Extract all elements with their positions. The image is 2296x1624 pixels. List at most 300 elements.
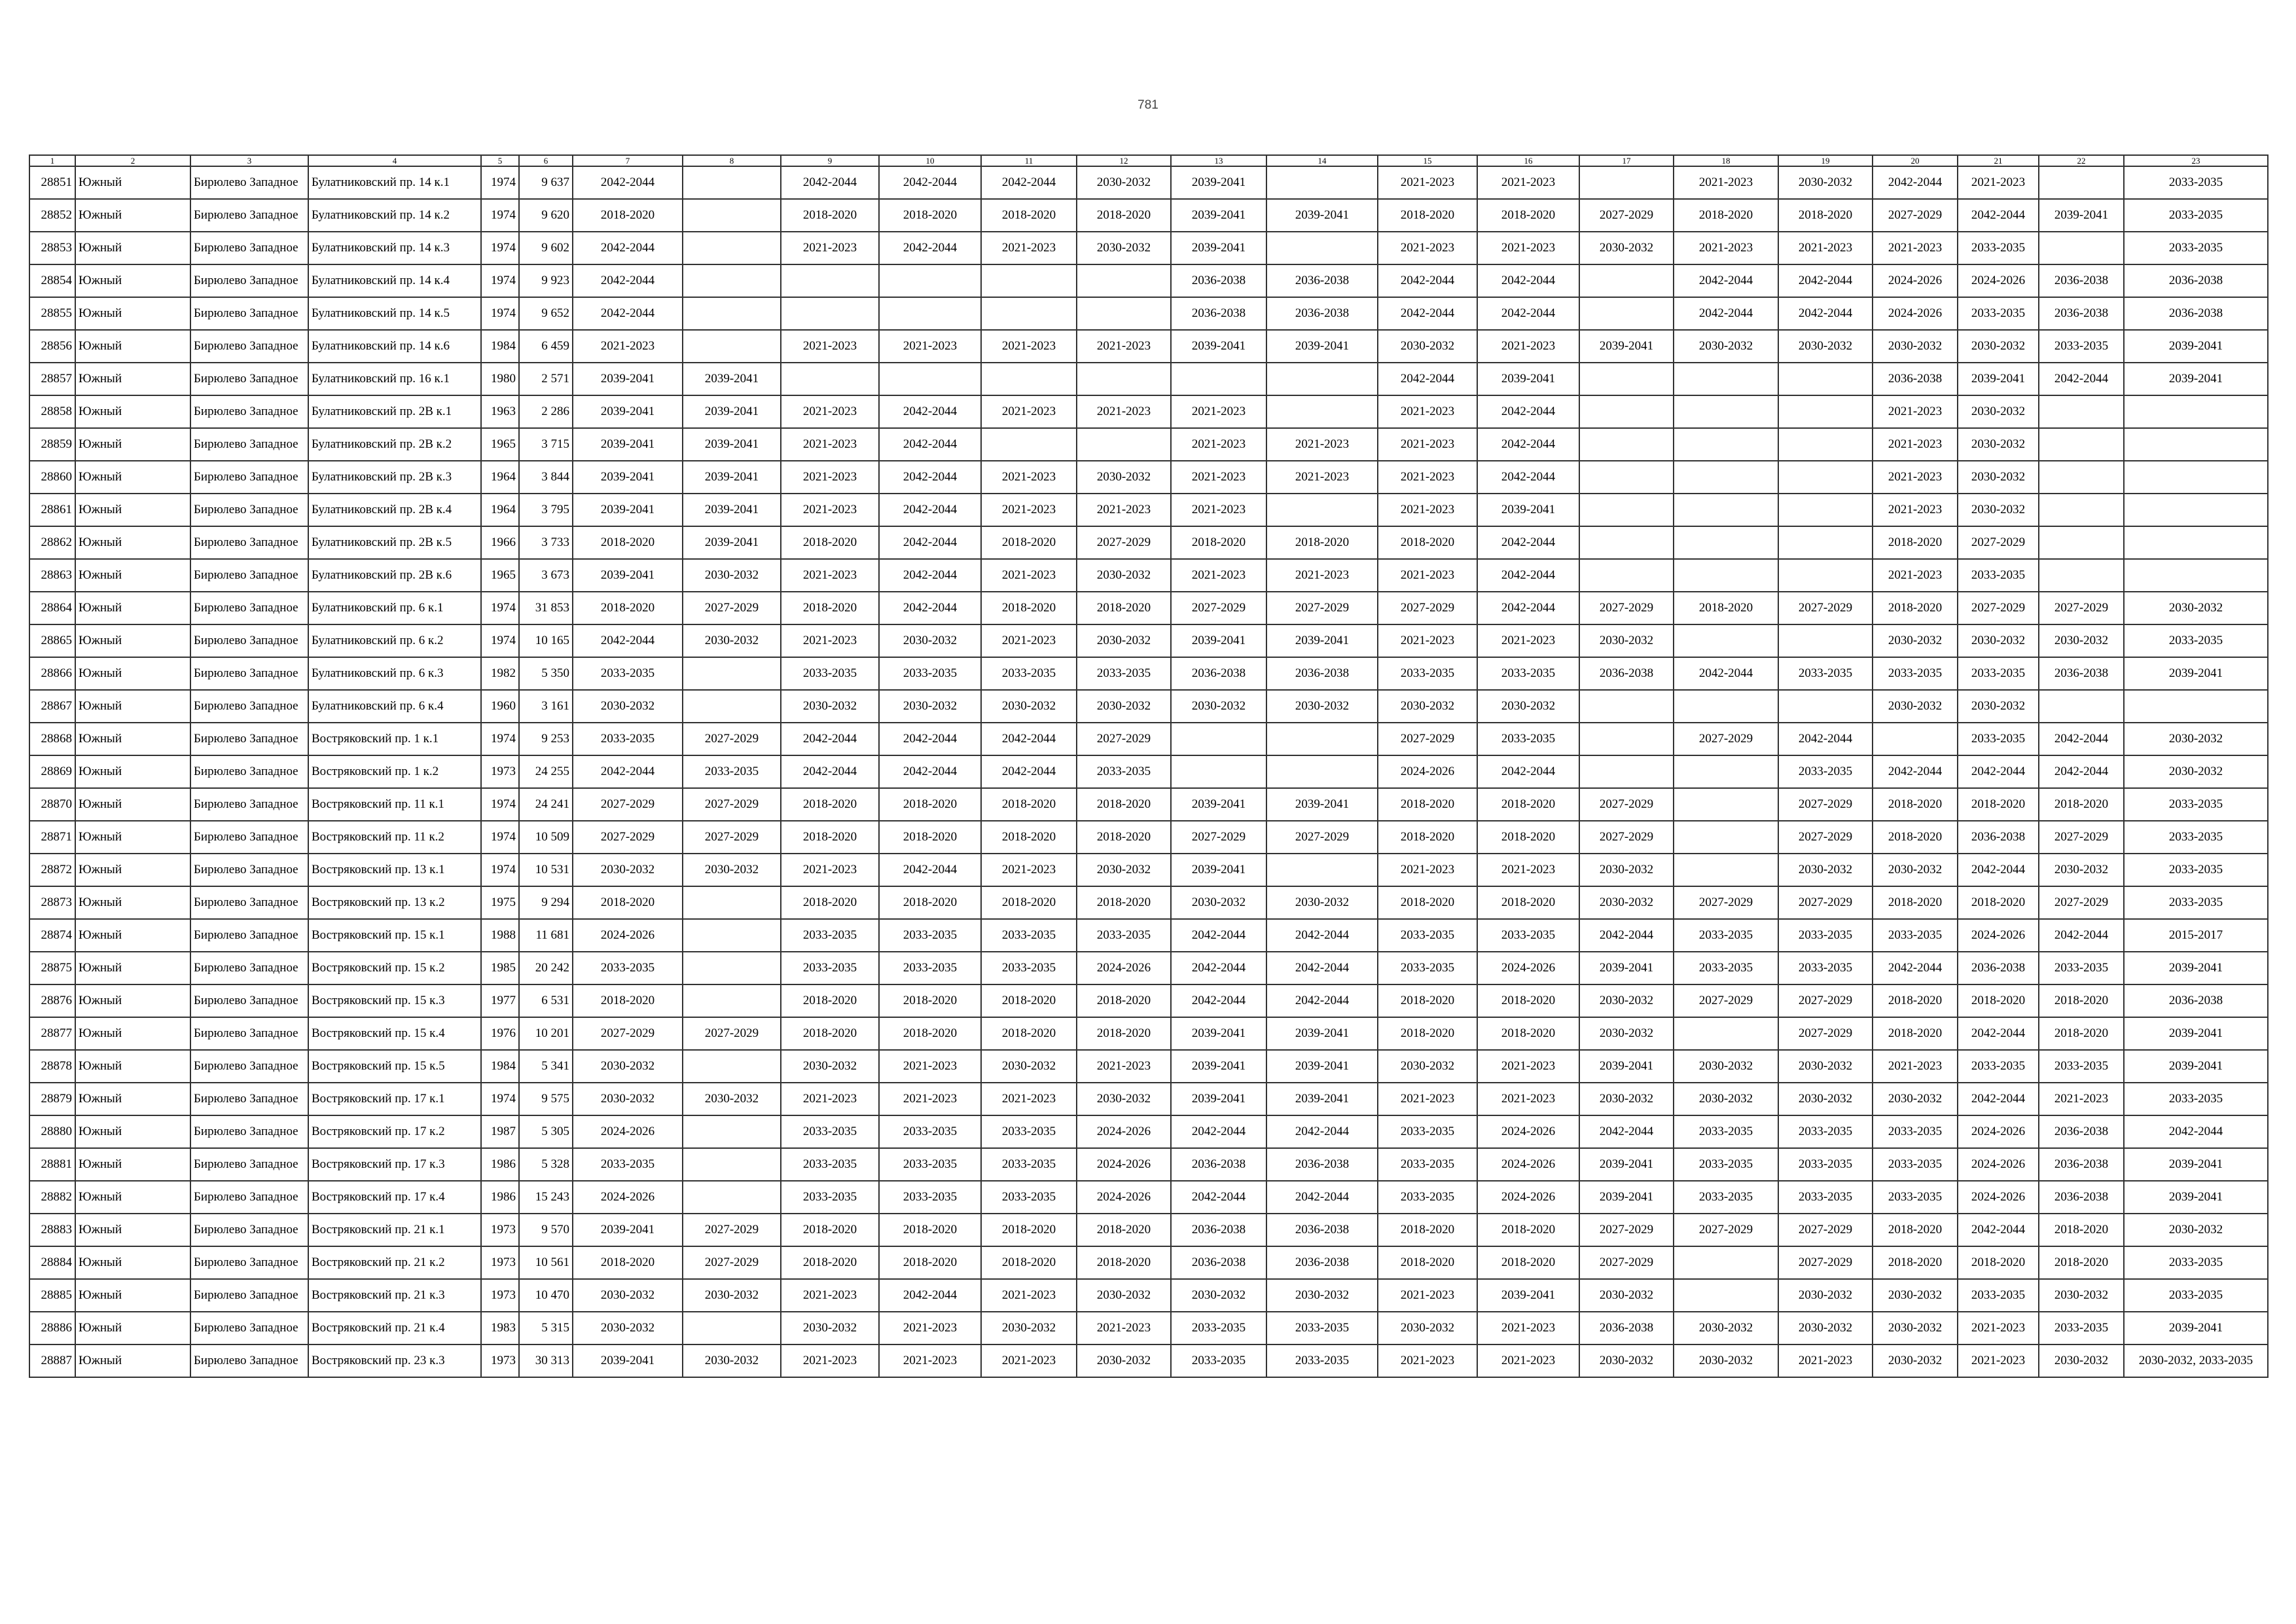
table-cell: 2036-2038 — [1266, 657, 1378, 690]
column-number-row — [29, 155, 2268, 166]
table-cell: 2018-2020 — [879, 788, 981, 821]
table-cell: 2033-2035 — [1674, 952, 1778, 984]
table-cell: 2039-2041 — [1266, 788, 1378, 821]
table-cell: 28879 — [29, 1083, 75, 1115]
table-cell: Южный — [75, 1279, 190, 1312]
table-cell: 2027-2029 — [1674, 886, 1778, 919]
table-cell: 2027-2029 — [1378, 723, 1477, 755]
table-cell — [1266, 723, 1378, 755]
table-cell: 2018-2020 — [1477, 821, 1579, 854]
table-cell: Востряковский пр. 17 к.2 — [308, 1115, 481, 1148]
table-cell: 2027-2029 — [683, 723, 781, 755]
table-cell: 2033-2035 — [1171, 1344, 1266, 1377]
table-cell: 2042-2044 — [879, 395, 981, 428]
table-cell: 2039-2041 — [683, 363, 781, 395]
table-cell: 2030-2032 — [1873, 1279, 1958, 1312]
table-cell: 2030-2032 — [1579, 624, 1674, 657]
table-cell: Бирюлево Западное — [190, 1279, 308, 1312]
table-cell: 11 681 — [519, 919, 573, 952]
table-cell: 2042-2044 — [1477, 526, 1579, 559]
table-cell: 2042-2044 — [1171, 1181, 1266, 1214]
table-cell: 2021-2023 — [781, 1083, 879, 1115]
table-cell: 2036-2038 — [1958, 821, 2039, 854]
table-cell: 2021-2023 — [1171, 461, 1266, 494]
table-cell: 2027-2029 — [1171, 592, 1266, 624]
table-cell: 2042-2044 — [1266, 1115, 1378, 1148]
table-cell: Бирюлево Западное — [190, 1148, 308, 1181]
table-cell: 2021-2023 — [781, 428, 879, 461]
table-cell: 2018-2020 — [1378, 199, 1477, 232]
table-cell: 2036-2038 — [1171, 1246, 1266, 1279]
table-cell: Бирюлево Западное — [190, 1344, 308, 1377]
table-cell: 2036-2038 — [1171, 264, 1266, 297]
table-cell: 1975 — [481, 886, 519, 919]
table-cell: Булатниковский пр. 6 к.1 — [308, 592, 481, 624]
table-cell: 2036-2038 — [2124, 297, 2268, 330]
table-cell: 2042-2044 — [1477, 755, 1579, 788]
table-cell: 2042-2044 — [1477, 592, 1579, 624]
table-cell — [1077, 297, 1171, 330]
table-cell: 2021-2023 — [981, 624, 1077, 657]
table-cell: 2036-2038 — [2039, 1115, 2124, 1148]
table-cell: Южный — [75, 592, 190, 624]
table-cell: 5 350 — [519, 657, 573, 690]
table-cell: 2018-2020 — [879, 1017, 981, 1050]
table-cell: 28859 — [29, 428, 75, 461]
table-cell: 2027-2029 — [1778, 788, 1873, 821]
table-cell: 2018-2020 — [879, 984, 981, 1017]
table-cell — [1579, 363, 1674, 395]
table-cell: Бирюлево Западное — [190, 624, 308, 657]
table-cell: 2039-2041 — [1266, 624, 1378, 657]
table-cell: 1974 — [481, 821, 519, 854]
table-row — [29, 559, 2268, 592]
table-cell: 2033-2035 — [1674, 1115, 1778, 1148]
table-cell: 1966 — [481, 526, 519, 559]
table-cell: 2021-2023 — [1873, 232, 1958, 264]
column-number: 11 — [981, 155, 1077, 166]
table-cell — [683, 1115, 781, 1148]
table-cell: 6 531 — [519, 984, 573, 1017]
column-number: 5 — [481, 155, 519, 166]
table-cell: 2030-2032, 2033-2035 — [2124, 1344, 2268, 1377]
table-cell: 2030-2032 — [1778, 1279, 1873, 1312]
table-cell: 2021-2023 — [1378, 1083, 1477, 1115]
table-cell: 2018-2020 — [781, 1017, 879, 1050]
table-cell: 2042-2044 — [1873, 952, 1958, 984]
table-cell: 2021-2023 — [1077, 395, 1171, 428]
table-cell — [2039, 166, 2124, 199]
table-cell: 2018-2020 — [1077, 984, 1171, 1017]
table-cell: 2030-2032 — [981, 690, 1077, 723]
table-row — [29, 1181, 2268, 1214]
table-cell: 2039-2041 — [683, 428, 781, 461]
table-cell: 28862 — [29, 526, 75, 559]
table-cell: 10 165 — [519, 624, 573, 657]
table-cell: 1973 — [481, 1246, 519, 1279]
table-cell: 2042-2044 — [879, 526, 981, 559]
table-cell: Востряковский пр. 15 к.2 — [308, 952, 481, 984]
table-cell: 2030-2032 — [1077, 624, 1171, 657]
table-cell: 2036-2038 — [1873, 363, 1958, 395]
table-cell: Бирюлево Западное — [190, 1312, 308, 1344]
table-cell — [1674, 1279, 1778, 1312]
table-cell: 2030-2032 — [2124, 723, 2268, 755]
table-cell: 2042-2044 — [1378, 363, 1477, 395]
table-cell: 2042-2044 — [1958, 1017, 2039, 1050]
table-cell: 2039-2041 — [573, 1344, 683, 1377]
table-cell: 2018-2020 — [1873, 821, 1958, 854]
table-cell: 24 255 — [519, 755, 573, 788]
table-cell: 2018-2020 — [1958, 886, 2039, 919]
table-cell: 2030-2032 — [573, 1050, 683, 1083]
table-cell: 1986 — [481, 1148, 519, 1181]
table-cell: 2015-2017 — [2124, 919, 2268, 952]
table-row — [29, 330, 2268, 363]
table-cell: Южный — [75, 166, 190, 199]
table-cell: Востряковский пр. 11 к.1 — [308, 788, 481, 821]
table-cell: 2030-2032 — [2039, 1279, 2124, 1312]
table-cell: Южный — [75, 886, 190, 919]
table-cell: 2018-2020 — [573, 886, 683, 919]
table-cell: 2018-2020 — [981, 592, 1077, 624]
table-cell: 2042-2044 — [1266, 1181, 1378, 1214]
table-cell: Южный — [75, 1246, 190, 1279]
table-cell: Южный — [75, 395, 190, 428]
table-cell: 2021-2023 — [1378, 854, 1477, 886]
table-cell: 2018-2020 — [2039, 1214, 2124, 1246]
table-cell: 9 575 — [519, 1083, 573, 1115]
table-cell: 2039-2041 — [1579, 1148, 1674, 1181]
table-cell: 2030-2032 — [1378, 690, 1477, 723]
table-cell — [1674, 494, 1778, 526]
table-cell: 2021-2023 — [781, 1279, 879, 1312]
table-cell: 2033-2035 — [1477, 657, 1579, 690]
table-cell: 28876 — [29, 984, 75, 1017]
table-cell: Булатниковский пр. 14 к.4 — [308, 264, 481, 297]
table-cell: 2030-2032 — [1266, 690, 1378, 723]
table-cell: Бирюлево Западное — [190, 461, 308, 494]
table-cell: 2033-2035 — [1958, 297, 2039, 330]
table-cell: Бирюлево Западное — [190, 264, 308, 297]
table-cell: 2036-2038 — [2124, 984, 2268, 1017]
table-cell: Бирюлево Западное — [190, 788, 308, 821]
table-cell — [1579, 723, 1674, 755]
table-cell: 2021-2023 — [1477, 1050, 1579, 1083]
table-cell: 2042-2044 — [879, 755, 981, 788]
table-cell — [1077, 264, 1171, 297]
table-cell: 2039-2041 — [683, 461, 781, 494]
table-cell: Бирюлево Западное — [190, 330, 308, 363]
column-number: 7 — [573, 155, 683, 166]
table-cell: 2042-2044 — [1266, 919, 1378, 952]
table-cell — [1579, 526, 1674, 559]
table-cell: 2036-2038 — [1266, 1214, 1378, 1246]
table-cell — [1674, 854, 1778, 886]
table-cell: 2030-2032 — [573, 1083, 683, 1115]
table-cell: 3 733 — [519, 526, 573, 559]
table-cell: 1973 — [481, 1214, 519, 1246]
table-cell: 2030-2032 — [1579, 886, 1674, 919]
table-cell: 2021-2023 — [1378, 428, 1477, 461]
table-cell: 2030-2032 — [683, 559, 781, 592]
table-cell — [683, 1181, 781, 1214]
table-cell: 2030-2032 — [1077, 1083, 1171, 1115]
table-cell: 2027-2029 — [683, 592, 781, 624]
table-cell: 2042-2044 — [1674, 264, 1778, 297]
table-cell: 2039-2041 — [1266, 199, 1378, 232]
table-cell: 2039-2041 — [2124, 1312, 2268, 1344]
table-cell: 2030-2032 — [1674, 1050, 1778, 1083]
table-cell: 2027-2029 — [1579, 592, 1674, 624]
table-cell: 28885 — [29, 1279, 75, 1312]
table-cell: 2018-2020 — [1778, 199, 1873, 232]
table-cell: 2042-2044 — [1477, 297, 1579, 330]
table-cell — [683, 297, 781, 330]
table-cell: 2030-2032 — [1958, 624, 2039, 657]
table-cell: 28886 — [29, 1312, 75, 1344]
table-row — [29, 755, 2268, 788]
table-cell: 2042-2044 — [1266, 984, 1378, 1017]
table-cell: 2018-2020 — [781, 1246, 879, 1279]
table-cell: 2018-2020 — [1873, 1246, 1958, 1279]
table-cell: 28865 — [29, 624, 75, 657]
table-cell: 2030-2032 — [781, 1050, 879, 1083]
table-row — [29, 1050, 2268, 1083]
table-cell: 2021-2023 — [879, 1344, 981, 1377]
table-cell: 2030-2032 — [1077, 854, 1171, 886]
table-cell: 2042-2044 — [1171, 952, 1266, 984]
table-cell: 2033-2035 — [981, 1181, 1077, 1214]
table-cell: 2042-2044 — [573, 166, 683, 199]
column-number: 6 — [519, 155, 573, 166]
column-number: 3 — [190, 155, 308, 166]
table-cell: 28861 — [29, 494, 75, 526]
table-cell: 2030-2032 — [1171, 1279, 1266, 1312]
table-cell: 2030-2032 — [1873, 690, 1958, 723]
table-cell: 2027-2029 — [1873, 199, 1958, 232]
table-cell: 1988 — [481, 919, 519, 952]
table-cell: 28873 — [29, 886, 75, 919]
table-cell — [1674, 559, 1778, 592]
table-cell: 2030-2032 — [1778, 330, 1873, 363]
table-cell: 2033-2035 — [1778, 952, 1873, 984]
table-cell: 2030-2032 — [1266, 886, 1378, 919]
table-cell: 2039-2041 — [2124, 363, 2268, 395]
table-cell: Бирюлево Западное — [190, 821, 308, 854]
table-cell: 2039-2041 — [1579, 1050, 1674, 1083]
table-cell: 2030-2032 — [1873, 330, 1958, 363]
column-number: 4 — [308, 155, 481, 166]
table-row — [29, 854, 2268, 886]
table-cell: 2033-2035 — [981, 657, 1077, 690]
table-cell: 2018-2020 — [1077, 592, 1171, 624]
column-number: 8 — [683, 155, 781, 166]
table-cell: 2030-2032 — [1077, 232, 1171, 264]
table-cell: 2018-2020 — [981, 984, 1077, 1017]
table-row — [29, 199, 2268, 232]
table-cell — [2124, 559, 2268, 592]
table-cell: 2042-2044 — [2039, 755, 2124, 788]
table-cell: 2033-2035 — [1077, 755, 1171, 788]
table-cell: 2024-2026 — [1477, 1148, 1579, 1181]
table-cell — [1778, 526, 1873, 559]
table-cell: 2042-2044 — [1378, 297, 1477, 330]
table-cell: 2033-2035 — [1778, 919, 1873, 952]
table-cell: 2033-2035 — [1873, 657, 1958, 690]
table-cell: 2033-2035 — [2124, 624, 2268, 657]
table-cell: Бирюлево Западное — [190, 166, 308, 199]
table-cell: Булатниковский пр. 2В к.4 — [308, 494, 481, 526]
table-cell: 28864 — [29, 592, 75, 624]
table-cell — [2124, 461, 2268, 494]
table-cell — [2039, 559, 2124, 592]
table-cell: 2030-2032 — [683, 1344, 781, 1377]
table-row — [29, 952, 2268, 984]
table-cell: 2021-2023 — [981, 1083, 1077, 1115]
table-cell: 2042-2044 — [2039, 919, 2124, 952]
table-cell — [879, 297, 981, 330]
table-row — [29, 592, 2268, 624]
table-cell: 2021-2023 — [1171, 395, 1266, 428]
table-cell: Востряковский пр. 17 к.1 — [308, 1083, 481, 1115]
table-cell: 2042-2044 — [1958, 1083, 2039, 1115]
table-cell: Южный — [75, 330, 190, 363]
column-number: 9 — [781, 155, 879, 166]
table-cell: 2039-2041 — [1579, 1181, 1674, 1214]
table-cell: 2027-2029 — [1674, 984, 1778, 1017]
table-cell: Южный — [75, 1148, 190, 1181]
table-row — [29, 657, 2268, 690]
table-cell: 2036-2038 — [1266, 264, 1378, 297]
table-cell: 2033-2035 — [1378, 1148, 1477, 1181]
table-cell: 2042-2044 — [573, 624, 683, 657]
table-cell: 5 305 — [519, 1115, 573, 1148]
table-row — [29, 1312, 2268, 1344]
table-cell: 2021-2023 — [981, 395, 1077, 428]
table-row — [29, 919, 2268, 952]
table-header — [29, 155, 2268, 166]
table-cell — [683, 952, 781, 984]
table-cell: Южный — [75, 854, 190, 886]
table-cell: 1964 — [481, 494, 519, 526]
table-row — [29, 788, 2268, 821]
table-cell: 2030-2032 — [879, 624, 981, 657]
table-cell: Востряковский пр. 15 к.1 — [308, 919, 481, 952]
table-cell: 1974 — [481, 723, 519, 755]
table-cell: 2033-2035 — [2124, 821, 2268, 854]
table-cell: 2027-2029 — [683, 1017, 781, 1050]
table-cell: 2030-2032 — [1958, 395, 2039, 428]
table-cell: 2021-2023 — [1477, 232, 1579, 264]
table-cell: Южный — [75, 1017, 190, 1050]
table-cell: 2033-2035 — [573, 723, 683, 755]
table-cell: 2018-2020 — [1873, 984, 1958, 1017]
table-cell: 2042-2044 — [1477, 461, 1579, 494]
table-cell — [1778, 461, 1873, 494]
table-cell: 2033-2035 — [1958, 559, 2039, 592]
table-cell: Южный — [75, 494, 190, 526]
table-cell: 2033-2035 — [781, 657, 879, 690]
table-cell: 2033-2035 — [2124, 232, 2268, 264]
table-cell: 2033-2035 — [2124, 1279, 2268, 1312]
table-cell: 2021-2023 — [1378, 624, 1477, 657]
table-cell: Южный — [75, 559, 190, 592]
table-cell: 2018-2020 — [1266, 526, 1378, 559]
table-cell: 28875 — [29, 952, 75, 984]
table-cell: 2042-2044 — [573, 264, 683, 297]
table-cell — [981, 297, 1077, 330]
table-cell — [1674, 526, 1778, 559]
table-cell: 2018-2020 — [1378, 1017, 1477, 1050]
table-cell: 2036-2038 — [1958, 952, 2039, 984]
table-cell: 2027-2029 — [1958, 592, 2039, 624]
table-row — [29, 886, 2268, 919]
table-cell — [1674, 1246, 1778, 1279]
column-number: 21 — [1958, 155, 2039, 166]
table-cell: 2021-2023 — [879, 1312, 981, 1344]
table-cell: Южный — [75, 428, 190, 461]
table-cell: 2030-2032 — [1077, 166, 1171, 199]
table-cell: 2036-2038 — [2039, 1148, 2124, 1181]
table-cell — [1266, 395, 1378, 428]
table-cell: 2030-2032 — [2039, 854, 2124, 886]
table-cell: 9 602 — [519, 232, 573, 264]
table-cell: 2036-2038 — [1266, 297, 1378, 330]
table-cell: 2039-2041 — [1171, 1050, 1266, 1083]
table-cell: 1980 — [481, 363, 519, 395]
table-cell: 2039-2041 — [2124, 330, 2268, 363]
table-cell: 2021-2023 — [981, 232, 1077, 264]
table-cell: 2027-2029 — [1674, 1214, 1778, 1246]
table-cell — [879, 264, 981, 297]
table-cell: 2018-2020 — [2039, 788, 2124, 821]
table-cell: 2018-2020 — [1171, 526, 1266, 559]
table-cell: 2027-2029 — [1579, 199, 1674, 232]
table-cell: 28887 — [29, 1344, 75, 1377]
table-cell: 2027-2029 — [2039, 592, 2124, 624]
table-cell — [879, 363, 981, 395]
table-cell: 2042-2044 — [1171, 1115, 1266, 1148]
table-cell: 2033-2035 — [1171, 1312, 1266, 1344]
table-cell: 2027-2029 — [2039, 821, 2124, 854]
table-cell: 2018-2020 — [573, 984, 683, 1017]
table-cell — [683, 886, 781, 919]
table-cell: 2027-2029 — [1778, 886, 1873, 919]
table-cell: 2033-2035 — [1778, 1148, 1873, 1181]
column-number: 20 — [1873, 155, 1958, 166]
table-cell: 2021-2023 — [1477, 1344, 1579, 1377]
table-cell: 2030-2032 — [1378, 1312, 1477, 1344]
table-cell: Бирюлево Западное — [190, 363, 308, 395]
table-cell: 2030-2032 — [573, 1279, 683, 1312]
table-cell — [1579, 428, 1674, 461]
table-cell: 2033-2035 — [1378, 919, 1477, 952]
table-cell: 2021-2023 — [1477, 624, 1579, 657]
table-cell: Южный — [75, 657, 190, 690]
table-cell: 2030-2032 — [1077, 461, 1171, 494]
table-cell: 2021-2023 — [1378, 395, 1477, 428]
table-cell: 2027-2029 — [1266, 592, 1378, 624]
table-cell: 2033-2035 — [1378, 952, 1477, 984]
table-cell: 2030-2032 — [1958, 428, 2039, 461]
column-number: 17 — [1579, 155, 1674, 166]
table-cell: 5 341 — [519, 1050, 573, 1083]
table-cell: 2033-2035 — [879, 1181, 981, 1214]
table-row — [29, 1279, 2268, 1312]
table-cell: 2021-2023 — [981, 494, 1077, 526]
table-cell: 2021-2023 — [1378, 166, 1477, 199]
